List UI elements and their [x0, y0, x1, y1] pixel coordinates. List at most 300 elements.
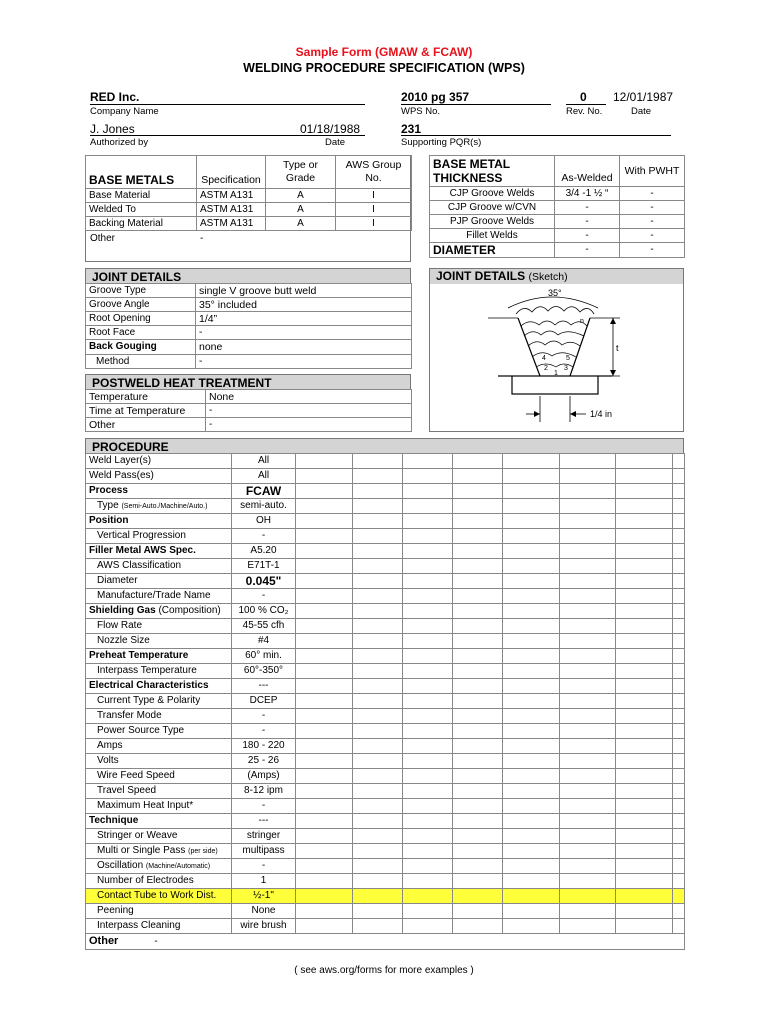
procedure-empty-cell — [616, 574, 673, 589]
cjp-cvn-pwht: - — [620, 201, 685, 215]
procedure-empty-cell — [453, 604, 503, 619]
procedure-value: - — [232, 589, 296, 604]
procedure-empty-cell — [353, 724, 403, 739]
procedure-empty-cell — [353, 874, 403, 889]
date-value: 12/01/1987 — [613, 90, 674, 104]
procedure-empty-cell — [560, 664, 616, 679]
procedure-empty-cell — [353, 649, 403, 664]
procedure-empty-cell — [296, 904, 353, 919]
procedure-empty-cell — [403, 784, 453, 799]
procedure-empty-cell — [673, 694, 685, 709]
fillet-welds-pwht: - — [620, 229, 685, 243]
procedure-empty-cell — [453, 499, 503, 514]
procedure-empty-cell — [673, 859, 685, 874]
procedure-empty-cell — [673, 709, 685, 724]
procedure-empty-cell — [616, 724, 673, 739]
procedure-empty-cell — [616, 889, 673, 904]
procedure-label-text: Nozzle Size — [97, 635, 150, 646]
table-row — [86, 469, 685, 484]
procedure-empty-cell — [403, 484, 453, 499]
root-opening-value: 1/4” — [196, 312, 412, 326]
procedure-empty-cell — [403, 829, 453, 844]
col-with-pwht: With PWHT — [620, 156, 685, 187]
procedure-label — [86, 874, 232, 889]
procedure-empty-cell — [673, 814, 685, 829]
procedure-empty-cell — [616, 754, 673, 769]
procedure-empty-cell — [403, 649, 453, 664]
procedure-empty-cell — [453, 844, 503, 859]
procedure-empty-cell — [453, 529, 503, 544]
procedure-label — [86, 829, 232, 844]
procedure-empty-cell — [296, 784, 353, 799]
procedure-label — [86, 529, 232, 544]
procedure-label — [86, 604, 232, 619]
procedure-empty-cell — [296, 829, 353, 844]
procedure-empty-cell — [403, 739, 453, 754]
procedure-empty-cell — [560, 739, 616, 754]
procedure-empty-cell — [296, 694, 353, 709]
procedure-empty-cell — [296, 514, 353, 529]
method-value: - — [196, 355, 412, 369]
procedure-empty-cell — [560, 499, 616, 514]
procedure-empty-cell — [353, 889, 403, 904]
procedure-empty-cell — [453, 919, 503, 934]
pwht-other-label: Other — [86, 418, 206, 432]
authorized-label: Authorized by — [90, 137, 149, 148]
procedure-empty-cell — [403, 724, 453, 739]
table-row — [86, 724, 685, 739]
procedure-empty-cell — [296, 664, 353, 679]
procedure-empty-cell — [353, 679, 403, 694]
procedure-label-text: Manufacture/Trade Name — [97, 590, 211, 601]
procedure-empty-cell — [616, 454, 673, 469]
procedure-empty-cell — [673, 874, 685, 889]
procedure-title: PROCEDURE — [85, 438, 684, 454]
bead-label-1: 1 — [554, 370, 558, 377]
procedure-empty-cell — [453, 859, 503, 874]
procedure-empty-cell — [296, 454, 353, 469]
table-row — [86, 634, 685, 649]
table-row — [86, 664, 685, 679]
base-metals-title: BASE METALS — [86, 156, 197, 189]
procedure-empty-cell — [673, 829, 685, 844]
procedure-empty-cell — [453, 664, 503, 679]
procedure-other-value: - — [154, 936, 158, 947]
procedure-value: (Amps) — [232, 769, 296, 784]
procedure-empty-cell — [560, 469, 616, 484]
procedure-empty-cell — [403, 574, 453, 589]
groove-angle-label: Groove Angle — [86, 298, 196, 312]
procedure-empty-cell — [353, 559, 403, 574]
procedure-empty-cell — [560, 484, 616, 499]
sketch-angle-label: 35° — [548, 288, 562, 298]
procedure-label — [86, 859, 232, 874]
procedure-label — [86, 649, 232, 664]
table-row — [86, 189, 412, 203]
procedure-empty-cell — [296, 619, 353, 634]
procedure-empty-cell — [673, 619, 685, 634]
procedure-empty-cell — [503, 454, 560, 469]
procedure-value: 45-55 cfh — [232, 619, 296, 634]
procedure-empty-cell — [453, 874, 503, 889]
procedure-empty-cell — [560, 574, 616, 589]
procedure-empty-cell — [296, 799, 353, 814]
procedure-empty-cell — [453, 889, 503, 904]
procedure-empty-cell — [503, 514, 560, 529]
procedure-empty-cell — [353, 544, 403, 559]
procedure-empty-cell — [403, 919, 453, 934]
procedure-empty-cell — [503, 799, 560, 814]
procedure-value: stringer — [232, 829, 296, 844]
procedure-empty-cell — [403, 499, 453, 514]
procedure-empty-cell — [503, 559, 560, 574]
procedure-label — [86, 919, 232, 934]
procedure-empty-cell — [503, 544, 560, 559]
authorized-date-value: 01/18/1988 — [300, 122, 361, 136]
procedure-empty-cell — [403, 904, 453, 919]
backing-material-label: Backing Material — [86, 217, 197, 231]
procedure-empty-cell — [353, 844, 403, 859]
procedure-value: 0.045" — [232, 574, 296, 589]
procedure-empty-cell — [503, 469, 560, 484]
procedure-label-text: Technique — [89, 815, 139, 826]
procedure-value: #4 — [232, 634, 296, 649]
procedure-empty-cell — [673, 889, 685, 904]
procedure-empty-cell — [560, 874, 616, 889]
procedure-value: ½-1" — [232, 889, 296, 904]
procedure-value: 1 — [232, 874, 296, 889]
procedure-empty-cell — [673, 514, 685, 529]
welded-to-label: Welded To — [86, 203, 197, 217]
procedure-value: - — [232, 724, 296, 739]
table-row — [86, 390, 412, 404]
welded-to-spec: ASTM A131 — [197, 203, 266, 217]
col-type-grade: Type or Grade — [266, 156, 336, 189]
procedure-empty-cell — [296, 844, 353, 859]
procedure-label — [86, 664, 232, 679]
procedure-empty-cell — [353, 709, 403, 724]
table-row — [86, 844, 685, 859]
procedure-value: 25 - 26 — [232, 754, 296, 769]
procedure-value: - — [232, 529, 296, 544]
procedure-label-text: Peening — [97, 905, 134, 916]
procedure-label-text: Travel Speed — [97, 785, 157, 796]
procedure-label-note: (per side) — [188, 847, 218, 855]
date-label: Date — [631, 106, 652, 117]
procedure-empty-cell — [353, 754, 403, 769]
procedure-empty-cell — [296, 634, 353, 649]
rev-no-value: 0 — [580, 90, 587, 104]
procedure-label-text: Flow Rate — [97, 620, 143, 631]
procedure-empty-cell — [616, 694, 673, 709]
table-row — [86, 529, 685, 544]
procedure-empty-cell — [560, 544, 616, 559]
root-face-label: Root Face — [86, 326, 196, 340]
procedure-empty-cell — [353, 859, 403, 874]
table-row — [86, 340, 412, 355]
bead-label-3: 3 — [564, 365, 568, 372]
procedure-empty-cell — [560, 799, 616, 814]
procedure-label-text: Filler Metal AWS Spec. — [89, 545, 196, 556]
procedure-empty-cell — [403, 694, 453, 709]
procedure-label-text: Wire Feed Speed — [97, 770, 175, 781]
welded-to-group: I — [336, 203, 412, 217]
procedure-empty-cell — [673, 784, 685, 799]
base-metals-table — [85, 155, 412, 231]
pwht-time-value: - — [206, 404, 412, 418]
procedure-empty-cell — [673, 484, 685, 499]
procedure-empty-cell — [453, 619, 503, 634]
procedure-other-cell — [86, 934, 685, 950]
procedure-empty-cell — [560, 604, 616, 619]
procedure-empty-cell — [503, 904, 560, 919]
procedure-empty-cell — [296, 559, 353, 574]
procedure-empty-cell — [453, 454, 503, 469]
procedure-value: - — [232, 859, 296, 874]
procedure-empty-cell — [616, 844, 673, 859]
procedure-label — [86, 709, 232, 724]
procedure-empty-cell — [353, 619, 403, 634]
procedure-label-text: Contact Tube to Work Dist. — [97, 890, 217, 901]
procedure-empty-cell — [616, 679, 673, 694]
procedure-label — [86, 904, 232, 919]
procedure-empty-cell — [616, 664, 673, 679]
procedure-value: DCEP — [232, 694, 296, 709]
procedure-empty-cell — [616, 589, 673, 604]
procedure-empty-cell — [403, 604, 453, 619]
procedure-label — [86, 589, 232, 604]
fillet-welds-label: Fillet Welds — [430, 229, 555, 243]
procedure-empty-cell — [296, 739, 353, 754]
procedure-label-text: Type — [97, 499, 119, 511]
procedure-empty-cell — [616, 814, 673, 829]
procedure-empty-cell — [453, 784, 503, 799]
procedure-label-text: Process — [89, 485, 128, 496]
procedure-empty-cell — [403, 589, 453, 604]
table-row — [86, 326, 412, 340]
procedure-empty-cell — [453, 694, 503, 709]
procedure-empty-cell — [296, 679, 353, 694]
procedure-label — [86, 679, 232, 694]
procedure-value: 100 % CO₂ — [232, 604, 296, 619]
groove-type-value: single V groove butt weld — [196, 284, 412, 298]
cjp-cvn-as: - — [555, 201, 620, 215]
procedure-empty-cell — [503, 664, 560, 679]
procedure-empty-cell — [673, 799, 685, 814]
procedure-empty-cell — [560, 589, 616, 604]
procedure-empty-cell — [673, 769, 685, 784]
procedure-empty-cell — [503, 754, 560, 769]
table-row — [86, 298, 412, 312]
procedure-empty-cell — [560, 454, 616, 469]
procedure-value: All — [232, 454, 296, 469]
procedure-empty-cell — [560, 784, 616, 799]
procedure-value: 180 - 220 — [232, 739, 296, 754]
procedure-empty-cell — [353, 784, 403, 799]
table-row — [86, 679, 685, 694]
pjp-groove-as: - — [555, 215, 620, 229]
procedure-label-text: Amps — [97, 740, 123, 751]
authorized-date-label: Date — [325, 137, 346, 148]
joint-details-table — [85, 283, 412, 369]
procedure-label-text: Diameter — [97, 575, 138, 586]
method-label: Method — [86, 355, 196, 369]
procedure-empty-cell — [616, 904, 673, 919]
procedure-value: --- — [232, 679, 296, 694]
procedure-empty-cell — [503, 604, 560, 619]
procedure-label — [86, 484, 232, 499]
procedure-label — [86, 514, 232, 529]
procedure-value: - — [232, 709, 296, 724]
backing-material-group: I — [336, 217, 412, 231]
col-specification: Specification — [197, 156, 266, 189]
procedure-empty-cell — [403, 544, 453, 559]
procedure-label — [86, 739, 232, 754]
table-row — [86, 514, 685, 529]
procedure-empty-cell — [503, 814, 560, 829]
procedure-label-text: Weld Layer(s) — [89, 455, 152, 466]
pwht-table — [85, 389, 412, 432]
procedure-empty-cell — [673, 529, 685, 544]
table-row — [86, 649, 685, 664]
procedure-empty-cell — [353, 919, 403, 934]
procedure-empty-cell — [403, 754, 453, 769]
table-row — [86, 694, 685, 709]
procedure-label-note: (Machine/Automatic) — [145, 862, 211, 870]
joint-details-title: JOINT DETAILS — [85, 268, 411, 284]
pjp-groove-pwht: - — [620, 215, 685, 229]
bead-label-5: 5 — [566, 355, 570, 362]
procedure-label-text: Weld Pass(es) — [89, 470, 154, 481]
procedure-empty-cell — [560, 859, 616, 874]
procedure-empty-cell — [296, 589, 353, 604]
procedure-empty-cell — [673, 679, 685, 694]
procedure-label — [86, 754, 232, 769]
procedure-label-text: Volts — [97, 755, 119, 766]
procedure-empty-cell — [560, 679, 616, 694]
procedure-label-text: Interpass Cleaning — [97, 920, 181, 931]
procedure-value: OH — [232, 514, 296, 529]
procedure-value: FCAW — [232, 484, 296, 499]
procedure-empty-cell — [353, 814, 403, 829]
procedure-empty-cell — [673, 904, 685, 919]
procedure-empty-cell — [403, 454, 453, 469]
procedure-empty-cell — [403, 619, 453, 634]
table-row — [86, 454, 685, 469]
procedure-label-text: Stringer or Weave — [97, 830, 178, 841]
procedure-empty-cell — [673, 574, 685, 589]
pqr-label: Supporting PQR(s) — [401, 137, 482, 148]
table-row — [86, 709, 685, 724]
procedure-empty-cell — [560, 904, 616, 919]
procedure-label-text: Interpass Temperature — [97, 665, 197, 676]
procedure-empty-cell — [503, 739, 560, 754]
table-row — [86, 784, 685, 799]
procedure-value: multipass — [232, 844, 296, 859]
procedure-empty-cell — [353, 904, 403, 919]
procedure-empty-cell — [353, 589, 403, 604]
procedure-empty-cell — [403, 559, 453, 574]
table-row — [430, 243, 685, 258]
back-gouging-label: Back Gouging — [86, 340, 196, 355]
procedure-empty-cell — [503, 694, 560, 709]
procedure-empty-cell — [616, 874, 673, 889]
procedure-other-row — [86, 934, 685, 950]
procedure-empty-cell — [453, 904, 503, 919]
procedure-label — [86, 724, 232, 739]
table-row — [86, 814, 685, 829]
procedure-empty-cell — [453, 589, 503, 604]
procedure-empty-cell — [353, 454, 403, 469]
table-row — [86, 355, 412, 369]
company-name-value: RED Inc. — [90, 90, 140, 104]
groove-weld-sketch — [430, 284, 683, 431]
procedure-empty-cell — [503, 859, 560, 874]
procedure-label-text: Oscillation — [97, 859, 144, 871]
procedure-empty-cell — [353, 664, 403, 679]
backing-material-type: A — [266, 217, 336, 231]
procedure-empty-cell — [353, 634, 403, 649]
procedure-empty-cell — [673, 634, 685, 649]
thickness-table — [429, 155, 685, 258]
thickness-title: BASE METAL THICKNESS — [430, 156, 555, 187]
root-face-value: - — [196, 326, 412, 340]
procedure-empty-cell — [403, 874, 453, 889]
procedure-empty-cell — [503, 724, 560, 739]
procedure-empty-cell — [503, 784, 560, 799]
procedure-empty-cell — [353, 529, 403, 544]
table-row — [86, 754, 685, 769]
procedure-empty-cell — [673, 754, 685, 769]
procedure-empty-cell — [353, 769, 403, 784]
procedure-empty-cell — [560, 514, 616, 529]
procedure-empty-cell — [403, 529, 453, 544]
procedure-empty-cell — [503, 499, 560, 514]
procedure-empty-cell — [296, 724, 353, 739]
procedure-empty-cell — [560, 634, 616, 649]
procedure-empty-cell — [673, 454, 685, 469]
procedure-empty-cell — [616, 499, 673, 514]
diameter-pwht: - — [620, 243, 685, 258]
procedure-empty-cell — [403, 634, 453, 649]
table-row — [86, 418, 412, 432]
procedure-empty-cell — [296, 529, 353, 544]
procedure-empty-cell — [560, 649, 616, 664]
procedure-value: 60°-350° — [232, 664, 296, 679]
procedure-label — [86, 889, 232, 904]
root-opening-label: Root Opening — [86, 312, 196, 326]
sample-form-title: Sample Form (GMAW & FCAW) — [295, 45, 473, 59]
procedure-label-text: Electrical Characteristics — [89, 680, 209, 691]
table-row — [86, 203, 412, 217]
procedure-label-text: Maximum Heat Input* — [97, 800, 194, 811]
procedure-empty-cell — [560, 709, 616, 724]
groove-type-label: Groove Type — [86, 284, 196, 298]
table-row — [86, 574, 685, 589]
procedure-empty-cell — [616, 514, 673, 529]
procedure-empty-cell — [353, 604, 403, 619]
procedure-empty-cell — [503, 634, 560, 649]
procedure-empty-cell — [296, 604, 353, 619]
procedure-label-text: Transfer Mode — [97, 710, 162, 721]
procedure-empty-cell — [403, 679, 453, 694]
procedure-empty-cell — [673, 544, 685, 559]
procedure-empty-cell — [616, 619, 673, 634]
bead-label-4: 4 — [542, 355, 546, 362]
procedure-empty-cell — [403, 469, 453, 484]
procedure-empty-cell — [503, 649, 560, 664]
diameter-label: DIAMETER — [430, 243, 555, 258]
